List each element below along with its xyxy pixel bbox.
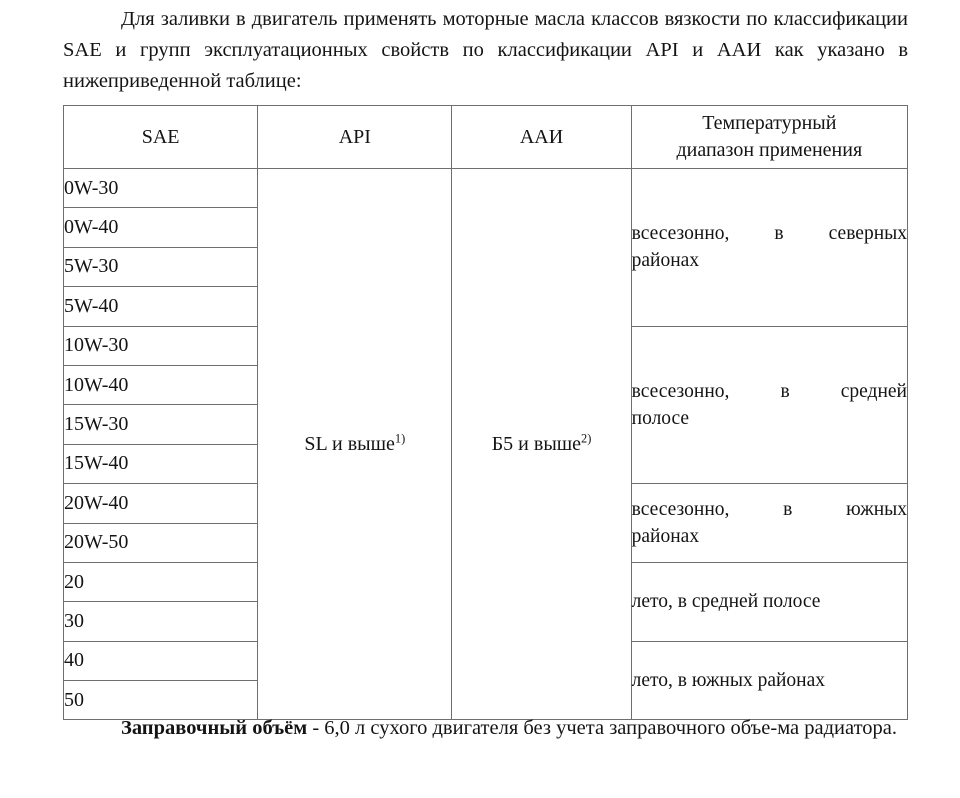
column-header-temperature-line2: диапазон применения bbox=[676, 139, 863, 161]
sae-value-cell: 50 bbox=[64, 681, 258, 720]
sae-value-cell: 0W-30 bbox=[64, 169, 258, 208]
aai-footnote-marker: 2) bbox=[581, 431, 592, 446]
column-header-sae: SAE bbox=[64, 106, 258, 169]
intro-paragraph bbox=[63, 4, 908, 97]
intro-line-1: Для заливки в двигатель применять моторные масла классов вязкости по bbox=[121, 8, 768, 30]
capacity-line2: ма радиатора. bbox=[777, 717, 898, 739]
temperature-range-line1: лето, в южных районах bbox=[631, 670, 826, 692]
sae-value-cell: 30 bbox=[64, 602, 258, 641]
sae-value-cell: 0W-40 bbox=[64, 208, 258, 247]
sae-value-cell: 10W-40 bbox=[64, 365, 258, 404]
api-value-text: SL и выше bbox=[304, 432, 395, 455]
sae-value-cell: 5W-40 bbox=[64, 287, 258, 326]
column-header-api: API bbox=[258, 106, 452, 169]
oil-specification-table bbox=[63, 105, 908, 720]
column-header-temperature-line1: Температурный bbox=[702, 112, 837, 134]
capacity-label: Заправочный объём bbox=[121, 717, 308, 739]
api-value-cell bbox=[258, 169, 452, 720]
table-body bbox=[64, 169, 908, 720]
temperature-range-cell bbox=[631, 562, 907, 641]
aai-value-text: Б5 и выше bbox=[491, 432, 582, 455]
column-header-temperature bbox=[631, 106, 907, 169]
temperature-range-cell bbox=[631, 169, 907, 327]
sae-value-cell: 20W-50 bbox=[64, 523, 258, 562]
table-header-row bbox=[64, 106, 908, 169]
temperature-range-cell bbox=[631, 326, 907, 484]
sae-value-cell: 5W-30 bbox=[64, 247, 258, 286]
sae-value-cell: 10W-30 bbox=[64, 326, 258, 365]
temperature-range-cell bbox=[631, 484, 907, 563]
api-footnote-marker: 1) bbox=[394, 431, 406, 446]
temperature-range-line1: всесезонно, в южных bbox=[631, 499, 907, 521]
temperature-range-line2: районах bbox=[631, 250, 700, 272]
intro-line-3: ААИ как указано в нижеприведенной таблице: bbox=[63, 39, 909, 92]
intro-line-2: классификации SAE и групп эксплуатационных свойств по классификации API и bbox=[63, 8, 908, 61]
sae-value-cell: 20W-40 bbox=[64, 484, 258, 523]
temperature-range-line1: лето, в средней полосе bbox=[631, 591, 821, 613]
sae-value-cell: 15W-40 bbox=[64, 444, 258, 483]
capacity-text: - 6,0 л сухого двигателя без учета заправочного объе- bbox=[307, 717, 778, 739]
temperature-range-line1: всесезонно, в средней bbox=[631, 380, 907, 402]
capacity-paragraph bbox=[63, 713, 908, 744]
table-header bbox=[64, 106, 908, 169]
sae-value-cell: 20 bbox=[64, 562, 258, 601]
sae-value-cell: 40 bbox=[64, 641, 258, 680]
temperature-range-cell bbox=[631, 641, 907, 720]
temperature-range-line2: районах bbox=[631, 526, 700, 548]
table-row bbox=[64, 169, 908, 208]
sae-value-cell: 15W-30 bbox=[64, 405, 258, 444]
temperature-range-line1: всесезонно, в северных bbox=[631, 223, 907, 245]
column-header-aai: ААИ bbox=[452, 106, 631, 169]
aai-value-cell bbox=[452, 169, 631, 720]
temperature-range-line2: полосе bbox=[631, 407, 690, 429]
